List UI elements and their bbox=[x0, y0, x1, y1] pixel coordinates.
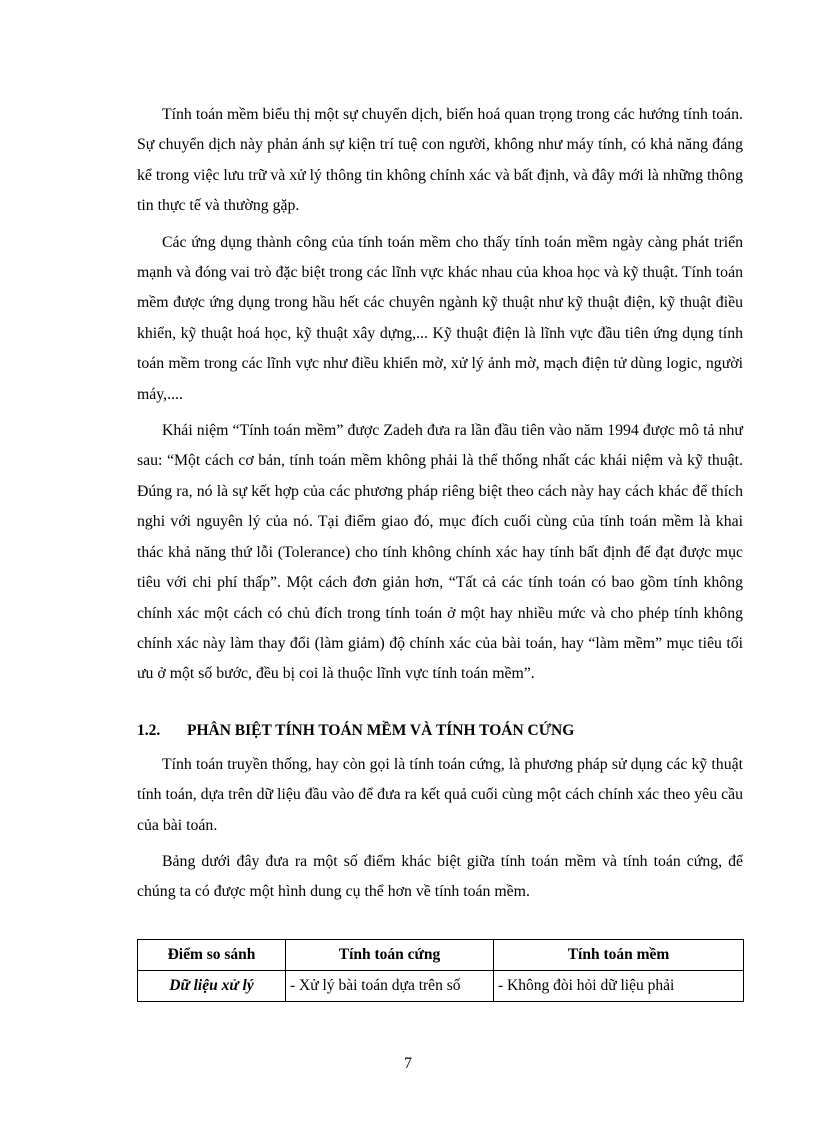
comparison-table bbox=[137, 939, 744, 1002]
table-header-cell: Tính toán mềm bbox=[494, 940, 744, 971]
paragraph: Các ứng dụng thành công của tính toán mềm cho thấy tính toán mềm ngày càng phát triển mạnh và đóng vai trò đặc biệt trong các lĩnh vực khác nhau của khoa học và kỹ thuật. Tính toán mềm được ứng dụng trong hầu hết các chuyên ngành kỹ thuật như kỹ thuật điện, kỹ thuật điều khiển, kỹ thuật hoá học, kỹ thuật xây dựng,... Kỹ thuật điện là lĩnh vực đầu tiên ứng dụng tính toán mềm trong các lĩnh vực như điều khiển mờ, xử lý ảnh mờ, mạch điện tử dùng logic, người máy,.... bbox=[137, 233, 743, 403]
section-number: 1.2. bbox=[137, 721, 161, 739]
table-row bbox=[138, 971, 744, 1002]
table-cell: Dữ liệu xử lý bbox=[138, 971, 286, 1002]
paragraph: Bảng dưới đây đưa ra một số điểm khác biệt giữa tính toán mềm và tính toán cứng, để chúng ta có được một hình dung cụ thể hơn về tính toán mềm. bbox=[137, 852, 743, 901]
section-title: PHÂN BIỆT TÍNH TOÁN MỀM VÀ TÍNH TOÁN CỨNG bbox=[187, 721, 575, 739]
page-number: 7 bbox=[404, 1055, 412, 1072]
table-header-row bbox=[138, 940, 744, 971]
paragraph: Tính toán truyền thống, hay còn gọi là tính toán cứng, là phương pháp sử dụng các kỹ thuật tính toán, dựa trên dữ liệu đầu vào để đưa ra kết quả cuối cùng một cách chính xác theo yêu cầu của bài toán. bbox=[137, 755, 743, 834]
paragraph: Khái niệm “Tính toán mềm” được Zadeh đưa ra lần đầu tiên vào năm 1994 được mô tả như sau: “Một cách cơ bản, tính toán mềm không phải là thể thống nhất các khái niệm và kỹ thuật. Đúng ra, nó là sự kết hợp của các phương pháp riêng biệt theo cách này hay cách khác để thích nghi với nguyên lý của nó. Tại điểm giao đó, mục đích cuối cùng của tính toán mềm là khai thác khả năng thứ lỗi (Tolerance) cho tính không chính xác hay tính bất định để đạt được mục tiêu với chi phí thấp”. Một cách đơn giản hơn, “Tất cả các tính toán có bao gồm tính không chính xác một cách có chủ đích trong tính toán ở một hay nhiều mức và cho phép tính không chính xác này làm thay đổi (làm giảm) độ chính xác của bài toán, hay “làm mềm” mục tiêu tối ưu ở một số bước, đều bị coi là thuộc lĩnh vực tính toán mềm”. bbox=[137, 422, 743, 683]
paragraph: Tính toán mềm biểu thị một sự chuyển dịch, biến hoá quan trọng trong các hướng tính toán. Sự chuyển dịch này phản ánh sự kiện trí tuệ con người, không như máy tính, có khả năng đáng kể trong việc lưu trữ và xử lý thông tin không chính xác và bất định, và đây mới là những thông tin thực tế và thường gặp. bbox=[137, 106, 743, 215]
table-header-cell: Điểm so sánh bbox=[138, 940, 286, 971]
body-text bbox=[137, 100, 743, 914]
table-header-cell: Tính toán cứng bbox=[286, 940, 494, 971]
table-cell: - Xử lý bài toán dựa trên số bbox=[286, 971, 494, 1002]
section-heading bbox=[137, 716, 743, 746]
table-cell: - Không đòi hỏi dữ liệu phải bbox=[494, 971, 744, 1002]
